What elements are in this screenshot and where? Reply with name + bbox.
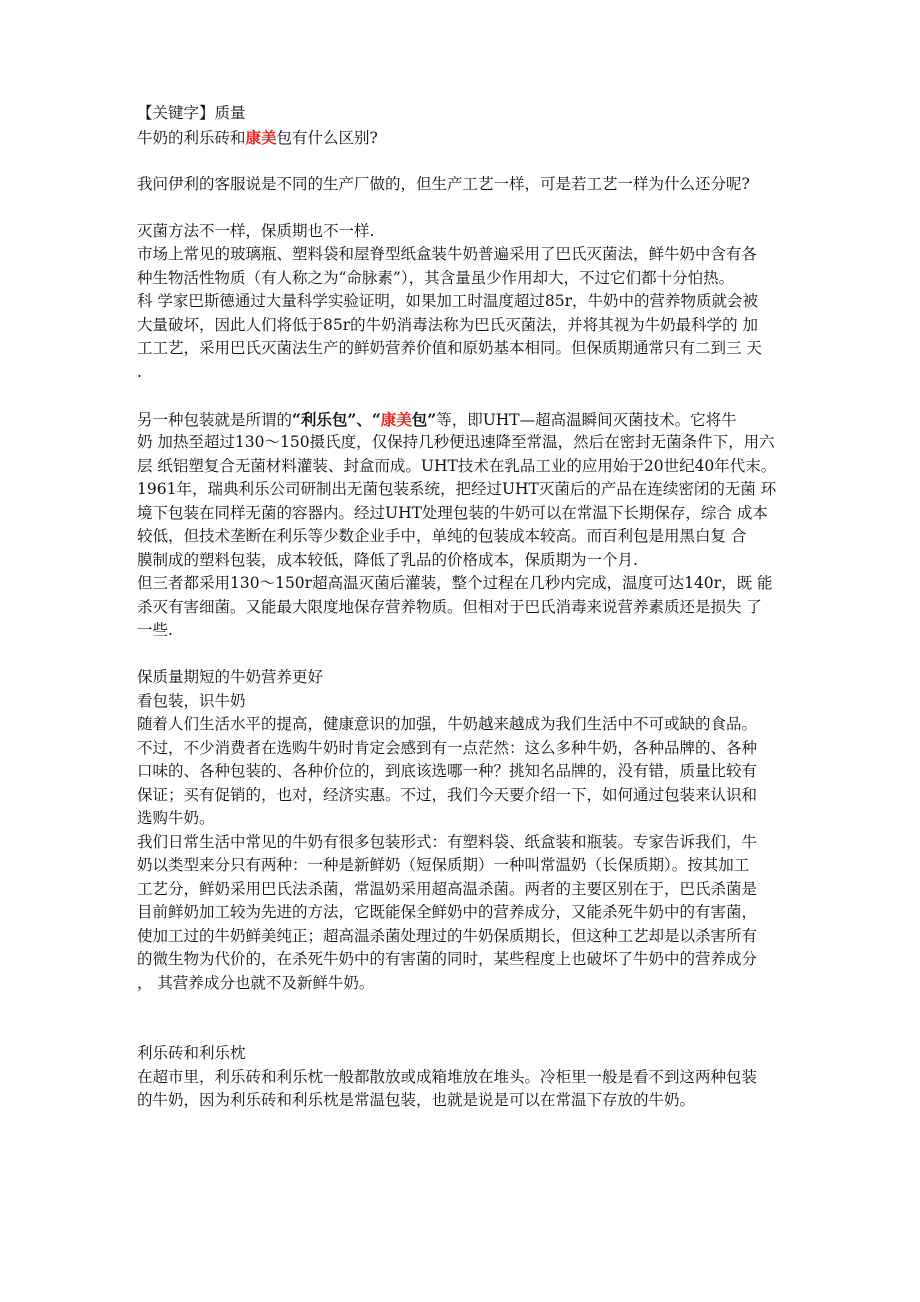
question-after: 包有什么区别? (276, 128, 378, 147)
section2-line: 杀灭有害细菌。又能最大限度地保存营养物质。但相对于巴氏消毒来说营养素质还是损失 了 (137, 597, 762, 616)
section4-line: 在超市里，利乐砖和利乐枕一般都散放或成箱堆放在堆头。冷柜里一般是看不到这两种包装 (137, 1067, 758, 1086)
intro-paragraph: 我问伊利的客服说是不同的生产厂做的，但生产工艺一样，可是若工艺一样为什么还分呢? (137, 174, 750, 193)
section2-line: 层 纸铝塑复合无菌材料灌装、封盒而成。UHT技术在乳品工业的应用始于20世纪40年代末。 (137, 456, 777, 475)
section2-line: 膜制成的塑料包装，成本较低，降低了乳品的价格成本，保质期为一个月. (137, 550, 638, 569)
section2-line: 一些. (137, 621, 173, 639)
section4-line: 的牛奶，因为利乐砖和利乐枕是常温包装，也就是说是可以在常温下存放的牛奶。 (137, 1091, 696, 1109)
section3-line: 目前鲜奶加工较为先进的方法，它既能保全鲜奶中的营养成分，又能杀死牛奶中的有害菌， (137, 903, 758, 921)
section2-first-line (137, 408, 797, 432)
section3-line: ， 其营养成分也就不及新鲜牛奶。 (137, 973, 375, 992)
keyword-label: 【关键字】 (137, 104, 215, 122)
section1-line: . (137, 362, 142, 381)
section2-line: 境下包装在同样无菌的容器内。经过UHT处理包装的牛奶可以在常温下长期保存，综合 成本 (137, 503, 768, 522)
section3-heading: 保质量期短的牛奶营养更好 (137, 668, 324, 686)
section3-line: 工艺分，鲜奶采用巴氏法杀菌，常温奶采用超高温杀菌。两者的主要区别在于，巴氏杀菌是 (137, 879, 758, 898)
section3-line: 不过，不少消费者在选购牛奶时肯定会感到有一点茫然：这么多种牛奶，各种品牌的、各种 (137, 738, 758, 757)
spacer (137, 995, 797, 1019)
spacer (137, 149, 797, 173)
section3-line: 的微生物为代价的，在杀死牛奶中的有害菌的同时，某些程度上也破坏了牛奶中的营养成分 (137, 950, 758, 968)
section3-line: 保证；买有促销的，也对，经济实惠。不过，我们今天要介绍一下，如何通过包装来认识和 (137, 785, 758, 804)
section2-line: 奶 加热至超过130～150摄氏度，仅保持几秒便迅速降至常温，然后在密封无菌条件下，用六 (137, 433, 775, 451)
section2-quote2: 包” (411, 409, 437, 429)
question-before: 牛奶的利乐砖和 (137, 128, 246, 147)
section1-line: 种生物活性物质（有人称之为“命脉素”），其含量虽少作用却大，不过它们都十分怕热。 (137, 268, 735, 287)
question-title (137, 126, 797, 150)
section4-heading: 利乐砖和利乐枕 (137, 1044, 246, 1062)
section3-line: 使加工过的牛奶鲜美纯正；超高温杀菌处理过的牛奶保质期长，但这种工艺却是以杀害所有 (137, 926, 758, 945)
section2-quote1: “利乐包”、“ (292, 409, 381, 429)
section3-line: 奶以类型来分只有两种：一种是新鲜奶（短保质期）一种叫常温奶（长保质期）。按其加工 (137, 856, 750, 874)
section1-heading: 灭菌方法不一样，保质期也不一样. (137, 221, 375, 240)
spacer (137, 196, 797, 220)
section1-line: 科 学家巴斯德通过大量科学实验证明，如果加工时温度超过85r，牛奶中的营养物质就会被 (137, 292, 759, 310)
spacer (137, 384, 797, 408)
keyword-value: 质量 (214, 104, 246, 122)
section2-line: 较低，但技术垄断在利乐等少数企业手中，单纯的包装成本较高。而百利包是用黑白复 合 (137, 527, 747, 545)
spacer (137, 1019, 797, 1043)
section2-part1: 另一种包装就是所谓的 (137, 410, 293, 429)
section3-line: 随着人们生活水平的提高，健康意识的加强，牛奶越来越成为我们生活中不可或缺的食品。 (137, 715, 758, 733)
section2-line: 但三者都采用130～150r超高温灭菌后灌装，整个过程在几秒内完成，温度可达140r，既 能 (137, 574, 773, 592)
section3-line: 我们日常生活中常见的牛奶有很多包装形式：有塑料袋、纸盒装和瓶装。专家告诉我们，牛 (137, 832, 758, 851)
brand-highlight: 康美 (380, 409, 412, 429)
section2-line: 1961年，瑞典利乐公司研制出无菌包装系统，把经过UHT灭菌后的产品在连续密闭的无菌 环 (137, 480, 777, 498)
section1-line: 工工艺，采用巴氏灭菌法生产的鲜奶营养价值和原奶基本相同。但保质期通常只有二到三 天 (137, 339, 762, 357)
section3-line: 选购牛奶。 (137, 809, 215, 827)
spacer (137, 643, 797, 667)
keyword-line (137, 102, 797, 126)
section2-part2: 等，即UHT—超高温瞬间灭菌技术。它将牛 (436, 410, 737, 429)
section3-subheading: 看包装，识牛奶 (137, 691, 246, 710)
section1-line: 大量破坏，因此人们将低于85r的牛奶消毒法称为巴氏灭菌法，并将其视为牛奶最科学的 加 (137, 315, 759, 334)
brand-highlight: 康美 (245, 127, 277, 147)
section1-line: 市场上常见的玻璃瓶、塑料袋和屋脊型纸盒装牛奶普遍采用了巴氏灭菌法，鲜牛奶中含有各 (137, 245, 758, 263)
document-page (137, 102, 797, 1113)
section3-line: 口味的、各种包装的、各种价位的，到底该选哪一种？挑知名品牌的，没有错，质量比较有 (137, 762, 758, 780)
